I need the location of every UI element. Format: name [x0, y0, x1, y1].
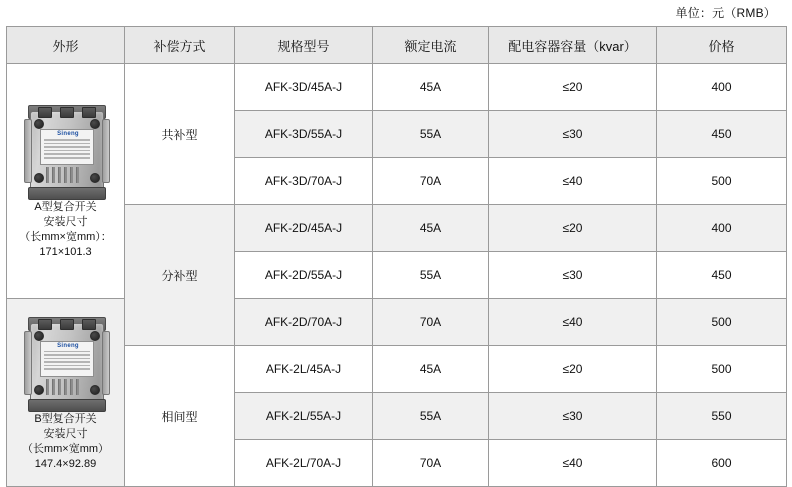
model-cell: AFK-2D/70A-J	[235, 299, 373, 346]
col-header-shape: 外形	[7, 27, 125, 64]
col-header-current: 额定电流	[373, 27, 489, 64]
table-row	[7, 64, 787, 111]
capacity-cell: ≤40	[489, 440, 657, 487]
current-cell: 45A	[373, 64, 489, 111]
col-header-price: 价格	[657, 27, 787, 64]
capacity-cell: ≤30	[489, 393, 657, 440]
col-header-model: 规格型号	[235, 27, 373, 64]
capacity-cell: ≤20	[489, 346, 657, 393]
model-cell: AFK-2D/45A-J	[235, 205, 373, 252]
current-cell: 70A	[373, 158, 489, 205]
capacity-cell: ≤30	[489, 111, 657, 158]
capacity-cell: ≤30	[489, 252, 657, 299]
table-header-row	[7, 27, 787, 64]
product-cell-a	[7, 64, 125, 299]
composite-switch-b-icon: Sineng	[20, 315, 112, 411]
capacity-cell: ≤40	[489, 299, 657, 346]
col-header-capacity: 配电容器容量（kvar）	[489, 27, 657, 64]
product-b-caption-line4: 147.4×92.89	[34, 457, 97, 470]
current-cell: 45A	[373, 205, 489, 252]
price-cell: 450	[657, 252, 787, 299]
model-cell: AFK-2L/70A-J	[235, 440, 373, 487]
price-cell: 400	[657, 64, 787, 111]
product-cell-b	[7, 299, 125, 487]
product-a-caption-line2: 安装尺寸	[43, 216, 88, 228]
product-a-caption-line3: （长mm×宽mm）：	[19, 231, 112, 243]
model-cell: AFK-3D/55A-J	[235, 111, 373, 158]
product-price-table	[6, 26, 787, 487]
mode-cell-gongbu: 共补型	[125, 64, 235, 205]
product-a-caption-line4: 171×101.3	[39, 246, 92, 258]
price-cell: 500	[657, 158, 787, 205]
price-cell: 400	[657, 205, 787, 252]
current-cell: 70A	[373, 440, 489, 487]
capacity-cell: ≤40	[489, 158, 657, 205]
product-b-caption-line1: B型复合开关	[34, 412, 97, 425]
current-cell: 55A	[373, 111, 489, 158]
composite-switch-a-icon: Sineng	[20, 103, 112, 199]
price-cell: 500	[657, 299, 787, 346]
price-cell: 500	[657, 346, 787, 393]
current-cell: 55A	[373, 393, 489, 440]
model-cell: AFK-2L/55A-J	[235, 393, 373, 440]
price-cell: 600	[657, 440, 787, 487]
price-cell: 450	[657, 111, 787, 158]
model-cell: AFK-2L/45A-J	[235, 346, 373, 393]
price-cell: 550	[657, 393, 787, 440]
current-cell: 45A	[373, 346, 489, 393]
col-header-mode: 补偿方式	[125, 27, 235, 64]
product-b-caption-line2: 安装尺寸	[43, 427, 88, 440]
unit-note: 单位：元（RMB）	[675, 6, 776, 20]
current-cell: 55A	[373, 252, 489, 299]
mode-cell-xiangjian: 相间型	[125, 346, 235, 487]
model-cell: AFK-3D/70A-J	[235, 158, 373, 205]
model-cell: AFK-2D/55A-J	[235, 252, 373, 299]
mode-cell-fenbu: 分补型	[125, 205, 235, 346]
model-cell: AFK-3D/45A-J	[235, 64, 373, 111]
product-b-caption-line3: （长mm×宽mm）	[21, 442, 110, 455]
capacity-cell: ≤20	[489, 64, 657, 111]
current-cell: 70A	[373, 299, 489, 346]
table-row	[7, 299, 787, 346]
capacity-cell: ≤20	[489, 205, 657, 252]
product-a-caption-line1: A型复合开关	[34, 201, 97, 213]
